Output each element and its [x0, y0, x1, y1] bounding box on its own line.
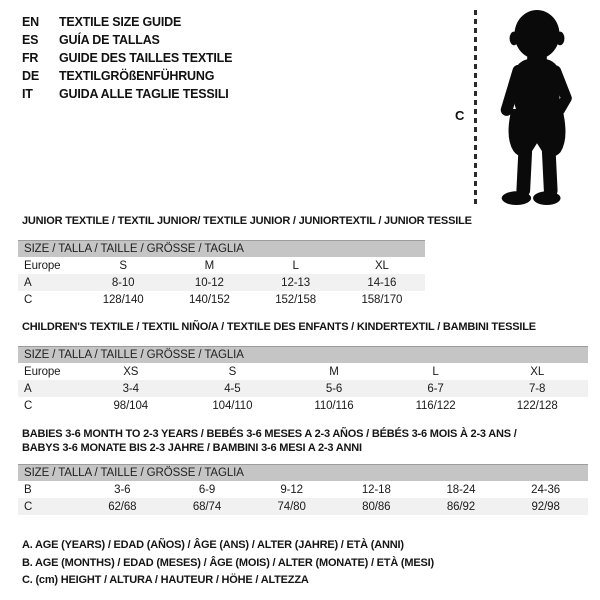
table-row — [18, 498, 588, 515]
language-label: GUÍA DE TALLAS — [59, 33, 160, 47]
table-row — [18, 380, 588, 397]
size-cell: 104/110 — [212, 399, 253, 412]
legend-age-years: A. AGE (YEARS) / EDAD (AÑOS) / ÂGE (ANS) / ALTER (JAHRE) / ETÀ (ANNI) — [22, 539, 404, 551]
size-cell: 122/128 — [516, 399, 558, 412]
language-code: FR — [22, 51, 39, 65]
legend — [22, 537, 434, 590]
table-row — [18, 291, 425, 308]
size-cell: 14-16 — [367, 276, 397, 289]
row-label: A — [24, 276, 32, 289]
row-label: Europe — [24, 259, 61, 272]
size-cell: 4-5 — [224, 382, 241, 395]
junior-size-table — [18, 240, 425, 308]
size-cell: 6-7 — [427, 382, 444, 395]
row-label: C — [24, 293, 33, 306]
size-cell: 24-36 — [531, 483, 561, 496]
size-header-band: SIZE / TALLA / TAILLE / GRÖSSE / TAGLIA — [18, 240, 425, 257]
language-row — [22, 49, 232, 67]
size-cell: 8-10 — [111, 276, 135, 289]
children-size-table — [18, 346, 588, 414]
language-list — [22, 13, 232, 103]
table-row — [18, 274, 425, 291]
language-row — [22, 13, 232, 31]
size-cell: 62/68 — [108, 500, 137, 513]
size-cell: 128/140 — [102, 293, 144, 306]
language-row — [22, 31, 232, 49]
size-cell: 12-18 — [361, 483, 391, 496]
size-cell: M — [204, 259, 215, 272]
size-cell: 110/116 — [314, 399, 354, 412]
babies-table-title-line1: BABIES 3-6 MONTH TO 2-3 YEARS / BEBÉS 3-6 MESES A 2-3 AÑOS / BÉBÉS 3-6 MOIS À 2-3 ANS / — [22, 428, 517, 440]
size-cell: 74/80 — [277, 500, 306, 513]
language-code: EN — [22, 15, 39, 29]
size-header-band: SIZE / TALLA / TAILLE / GRÖSSE / TAGLIA — [18, 464, 588, 481]
language-label: TEXTILE SIZE GUIDE — [59, 15, 182, 29]
language-label: TEXTILGRÖßENFÜHRUNG — [59, 69, 215, 83]
toddler-silhouette-icon — [488, 8, 586, 209]
children-table-title: CHILDREN'S TEXTILE / TEXTIL NIÑO/A / TEXTILE DES ENFANTS / KINDERTEXTIL / BAMBINI TESSILE — [22, 321, 536, 333]
size-cell: 92/98 — [531, 500, 560, 513]
size-cell: L — [432, 365, 439, 378]
junior-table-title: JUNIOR TEXTILE / TEXTIL JUNIOR/ TEXTILE JUNIOR / JUNIORTEXTIL / JUNIOR TESSILE — [22, 215, 472, 227]
size-cell: L — [292, 259, 299, 272]
size-cell: 152/158 — [275, 293, 317, 306]
height-figure — [455, 8, 588, 209]
size-cell: 86/92 — [446, 500, 476, 513]
size-cell: 3-6 — [114, 483, 131, 496]
size-cell: 7-8 — [529, 382, 546, 395]
height-c-label: C — [455, 108, 465, 123]
size-cell: 12-13 — [281, 276, 311, 289]
height-dashed-line — [474, 10, 477, 207]
table-row — [18, 397, 588, 414]
size-cell: 68/74 — [192, 500, 222, 513]
size-cell: 5-6 — [325, 382, 343, 395]
size-cell: 9-12 — [280, 483, 303, 496]
language-code: ES — [22, 33, 39, 47]
size-cell: 3-4 — [122, 382, 139, 395]
size-cell: S — [228, 365, 237, 378]
size-cell: 10-12 — [194, 276, 224, 289]
size-cell: M — [329, 365, 339, 378]
size-header-band: SIZE / TALLA / TAILLE / GRÖSSE / TAGLIA — [18, 346, 588, 363]
language-row — [22, 85, 232, 103]
size-cell: 158/170 — [361, 293, 403, 306]
row-label: C — [24, 399, 33, 412]
table-row — [18, 363, 588, 380]
row-label: C — [24, 500, 33, 513]
language-code: DE — [22, 69, 39, 83]
babies-size-table — [18, 464, 588, 515]
row-label: A — [24, 382, 32, 395]
language-code: IT — [22, 87, 33, 101]
size-cell: 80/86 — [362, 500, 391, 513]
size-cell: 6-9 — [198, 483, 216, 496]
size-cell: 140/152 — [188, 293, 230, 306]
language-row — [22, 67, 232, 85]
row-label: Europe — [24, 365, 61, 378]
size-cell: XL — [374, 259, 389, 272]
table-row — [18, 257, 425, 274]
row-label: B — [24, 483, 32, 496]
legend-age-months: B. AGE (MONTHS) / EDAD (MESES) / ÂGE (MOIS) / ALTER (MONATE) / ETÀ (MESI) — [22, 556, 434, 569]
size-cell: XS — [123, 365, 139, 378]
size-cell: 18-24 — [446, 483, 476, 496]
size-cell: 116/122 — [415, 399, 456, 412]
language-label: GUIDA ALLE TAGLIE TESSILI — [59, 87, 229, 101]
size-cell: XL — [530, 365, 545, 378]
language-label: GUIDE DES TAILLES TEXTILE — [59, 51, 233, 65]
babies-table-title-line2: BABYS 3-6 MONATE BIS 2-3 JAHRE / BAMBINI 3-6 MESI A 2-3 ANNI — [22, 442, 362, 454]
size-cell: S — [119, 259, 127, 272]
size-cell: 98/104 — [113, 399, 149, 412]
legend-height-cm: C. (cm) HEIGHT / ALTURA / HAUTEUR / HÖHE / ALTEZZA — [22, 574, 309, 587]
table-row — [18, 481, 588, 498]
